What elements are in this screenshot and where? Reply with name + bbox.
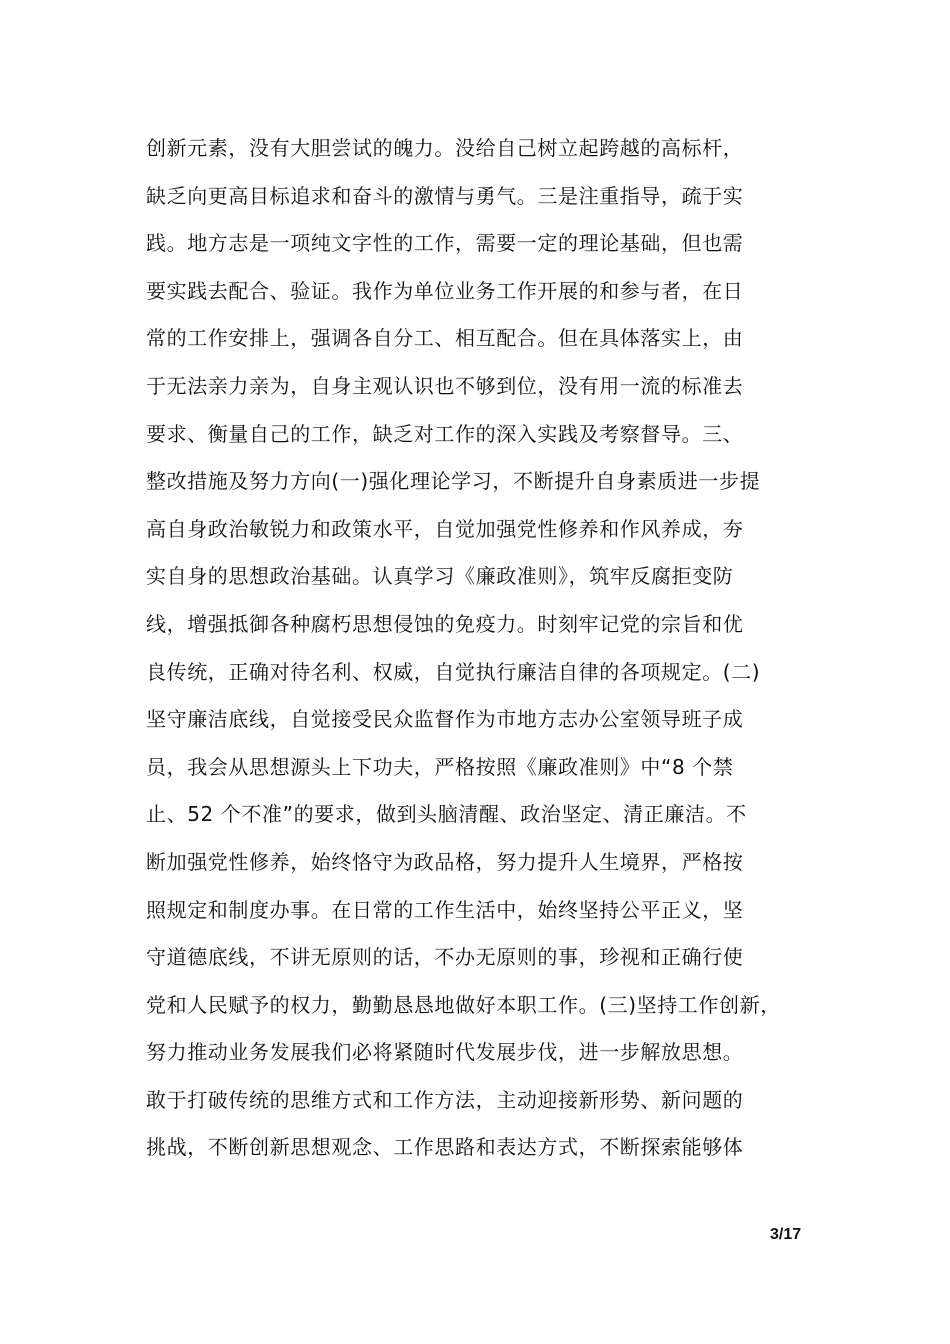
text-line: 良传统，正确对待名利、权威，自觉执行廉洁自律的各项规定。(二)	[146, 659, 761, 684]
text-line: 践。地方志是一项纯文字性的工作，需要一定的理论基础，但也需	[146, 231, 744, 256]
text-line: 断加强党性修养，始终恪守为政品格，努力提升人生境界，严格按	[146, 849, 744, 874]
text-line: 党和人民赋予的权力，勤勤恳恳地做好本职工作。(三)坚持工作创新，	[146, 992, 781, 1017]
text-line: 员，我会从思想源头上下功夫，严格按照《廉政准则》中“8 个禁	[146, 754, 734, 779]
body-text	[146, 128, 826, 1175]
text-line: 常的工作安排上，强调各自分工、相互配合。但在具体落实上，由	[146, 326, 744, 351]
text-line: 坚守廉洁底线，自觉接受民众监督作为市地方志办公室领导班子成	[146, 707, 744, 732]
text-line: 要实践去配合、验证。我作为单位业务工作开展的和参与者，在日	[146, 278, 744, 303]
text-line: 照规定和制度办事。在日常的工作生活中，始终坚持公平正义，坚	[146, 897, 744, 922]
text-line: 于无法亲力亲为，自身主观认识也不够到位，没有用一流的标准去	[146, 373, 744, 398]
text-line: 要求、衡量自己的工作，缺乏对工作的深入实践及考察督导。三、	[146, 421, 744, 446]
text-line: 整改措施及努力方向(一)强化理论学习，不断提升自身素质进一步提	[146, 469, 761, 494]
text-line: 高自身政治敏锐力和政策水平，自觉加强党性修养和作风养成，夯	[146, 516, 744, 541]
text-line: 缺乏向更高目标追求和奋斗的激情与勇气。三是注重指导，疏于实	[146, 183, 744, 208]
text-line: 止、52 个不准”的要求，做到头脑清醒、政治坚定、清正廉洁。不	[146, 802, 747, 827]
text-line: 挑战，不断创新思想观念、工作思路和表达方式，不断探索能够体	[146, 1135, 744, 1160]
text-line: 守道德底线，不讲无原则的话，不办无原则的事，珍视和正确行使	[146, 945, 744, 970]
page-number: 3/17	[770, 1226, 802, 1243]
text-line: 线，增强抵御各种腐朽思想侵蚀的免疫力。时刻牢记党的宗旨和优	[146, 611, 744, 636]
text-line: 敢于打破传统的思维方式和工作方法，主动迎接新形势、新问题的	[146, 1087, 744, 1112]
text-line: 创新元素，没有大胆尝试的魄力。没给自己树立起跨越的高标杆，	[146, 136, 744, 160]
text-line: 努力推动业务发展我们必将紧随时代发展步伐，进一步解放思想。	[146, 1040, 744, 1065]
text-line: 实自身的思想政治基础。认真学习《廉政准则》，筑牢反腐拒变防	[146, 564, 734, 589]
